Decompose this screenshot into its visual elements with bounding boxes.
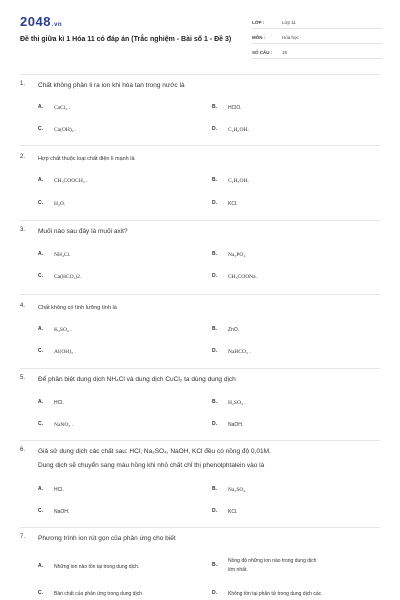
option-text: CH₃COOCH₃ . [54, 178, 88, 184]
option-text: CaCl₂ . [54, 105, 70, 111]
option-text: K₂SO₄ . [54, 327, 72, 333]
option-a[interactable] [38, 177, 87, 186]
option-letter: B. [212, 562, 217, 568]
option-text: Bản chất của phản ứng trong dung dịch [54, 591, 142, 597]
option-text: ZnO. [228, 327, 240, 333]
option-text: Na₃PO₄ [228, 252, 246, 258]
option-text: C₂H₅OH. [228, 127, 249, 133]
option-text: H₂SO₄ . [228, 400, 246, 406]
option-a[interactable] [38, 399, 64, 408]
option-letter: D. [212, 126, 217, 132]
site-logo[interactable]: 2048.vn [20, 14, 63, 29]
divider [20, 145, 380, 146]
meta-value: 15 [282, 49, 288, 55]
option-c[interactable] [38, 508, 69, 517]
option-text: Ca(OH)₂ . [54, 127, 77, 133]
option-d[interactable] [212, 590, 321, 599]
question-text: Chất không phân li ra ion khi hòa tan trong nước là [38, 82, 185, 89]
divider [20, 294, 380, 295]
option-letter: C. [38, 200, 43, 206]
option-letter: C. [38, 126, 43, 132]
option-a[interactable] [38, 563, 139, 572]
option-b[interactable] [212, 177, 249, 186]
meta-row-class [252, 16, 382, 29]
option-a[interactable] [38, 104, 70, 113]
option-text: C₂H₅OH. [228, 178, 249, 184]
option-d[interactable] [212, 200, 237, 209]
option-letter: B. [212, 177, 217, 183]
option-c[interactable] [38, 348, 76, 357]
option-a[interactable] [38, 326, 72, 335]
option-letter: A. [38, 399, 43, 405]
meta-value: Hóa học [282, 34, 299, 40]
option-text: HCl. [54, 487, 64, 493]
question-number: 7. [20, 534, 26, 540]
option-text: H₂O. [54, 201, 66, 207]
option-text: NH₄Cl. [54, 252, 71, 258]
option-letter: C. [38, 273, 43, 279]
option-d[interactable] [212, 348, 251, 357]
question-number: 1. [20, 81, 26, 87]
option-letter: A. [38, 563, 43, 569]
question-text: Muối nào sau đây là muối axit? [38, 228, 128, 235]
divider [20, 368, 380, 369]
option-text: Al(OH)₃ . [54, 349, 76, 355]
option-c[interactable] [38, 421, 73, 430]
meta-row-subject [252, 31, 382, 44]
option-letter: C. [38, 508, 43, 514]
option-letter: C. [38, 348, 43, 354]
meta-key: LỚP : [252, 19, 265, 25]
option-letter: D. [212, 421, 217, 427]
option-text: KCl. [228, 509, 238, 515]
option-letter: B. [212, 251, 217, 257]
option-text-line-2: lớn nhất. [228, 567, 248, 573]
option-d[interactable] [212, 273, 257, 282]
option-a[interactable] [38, 486, 64, 495]
question-number: 4. [20, 303, 26, 309]
meta-info [252, 16, 382, 61]
divider [20, 440, 380, 441]
divider [20, 74, 380, 75]
option-a[interactable] [38, 251, 70, 260]
option-b[interactable] [212, 557, 316, 575]
option-letter: C. [38, 590, 43, 596]
option-text: HCl. [54, 400, 64, 406]
question-text: Phương trình ion rút gọn của phản ứng cho biết [38, 535, 176, 542]
option-b[interactable] [212, 399, 246, 408]
question-text: Để phân biệt dung dịch NH₄Cl và dung dịch CuCl₂ ta dùng dung dịch [38, 376, 236, 383]
option-letter: A. [38, 104, 43, 110]
option-letter: D. [212, 590, 217, 596]
option-letter: B. [212, 326, 217, 332]
option-letter: A. [38, 251, 43, 257]
option-text: Những ion nào tồn tại trong dung dịch. [54, 564, 140, 570]
option-text: NaOH. [54, 509, 70, 515]
meta-row-count [252, 46, 382, 59]
option-text [228, 557, 316, 575]
option-letter: B. [212, 399, 217, 405]
divider [20, 527, 380, 528]
option-text: NaHCO₃ . [228, 349, 251, 355]
page-title: Đề thi giữa kì 1 Hóa 11 có đáp án (Trắc nghiệm - Bài số 1 - Đề 3) [20, 36, 232, 43]
header [0, 0, 400, 70]
meta-key: SỐ CÂU : [252, 49, 273, 55]
meta-value: Lớp 11 [282, 19, 296, 25]
option-text: Na₂SO₄ [228, 487, 246, 493]
option-text-line-1: Nồng độ những ion nào trong dung dịch [228, 558, 317, 564]
question-number: 5. [20, 375, 26, 381]
option-letter: A. [38, 486, 43, 492]
question-text: Hợp chất thuộc loại chất điện li mạnh là [38, 156, 135, 162]
option-text: CH₃COONa. [228, 274, 257, 280]
option-c[interactable] [38, 273, 81, 282]
option-letter: D. [212, 200, 217, 206]
option-text: KCl. [228, 201, 238, 207]
question-number: 6. [20, 447, 26, 453]
option-c[interactable] [38, 126, 76, 135]
option-text: Ca(HCO₃)2. [54, 274, 82, 280]
option-d[interactable] [212, 126, 249, 135]
question-number: 2. [20, 154, 26, 160]
question-text-line-1: Giả sử dung dịch các chất sau: HCl; Na₂SO₄, NaOH, KCl đều có nồng độ 0,01M. [38, 448, 271, 455]
option-text: NaNO₃ . [54, 422, 74, 428]
option-d[interactable] [212, 508, 237, 517]
option-letter: C. [38, 421, 43, 427]
option-text: HClO. [228, 105, 242, 111]
option-letter: A. [38, 177, 43, 183]
question-text: Chất không có tính lưỡng tính là [38, 305, 117, 311]
option-text: NaOH. [228, 422, 244, 428]
option-letter: B. [212, 486, 217, 492]
option-text: Không tồn tại phân tử trong dung dịch các [228, 591, 322, 597]
option-letter: B. [212, 104, 217, 110]
question-text-line-2: Dung dịch sẽ chuyển sang màu hồng khi nhỏ chất chỉ thị phenolphtalein vào là [38, 462, 265, 469]
option-letter: D. [212, 508, 217, 514]
option-b[interactable] [212, 104, 242, 113]
meta-key: MÔN : [252, 34, 266, 40]
option-c[interactable] [38, 590, 142, 599]
question-number: 3. [20, 227, 26, 233]
divider [20, 220, 380, 221]
option-letter: D. [212, 273, 217, 279]
option-letter: D. [212, 348, 217, 354]
option-letter: A. [38, 326, 43, 332]
option-c[interactable] [38, 200, 65, 209]
option-b[interactable] [212, 486, 245, 495]
option-d[interactable] [212, 421, 243, 430]
option-b[interactable] [212, 251, 245, 260]
option-b[interactable] [212, 326, 239, 335]
